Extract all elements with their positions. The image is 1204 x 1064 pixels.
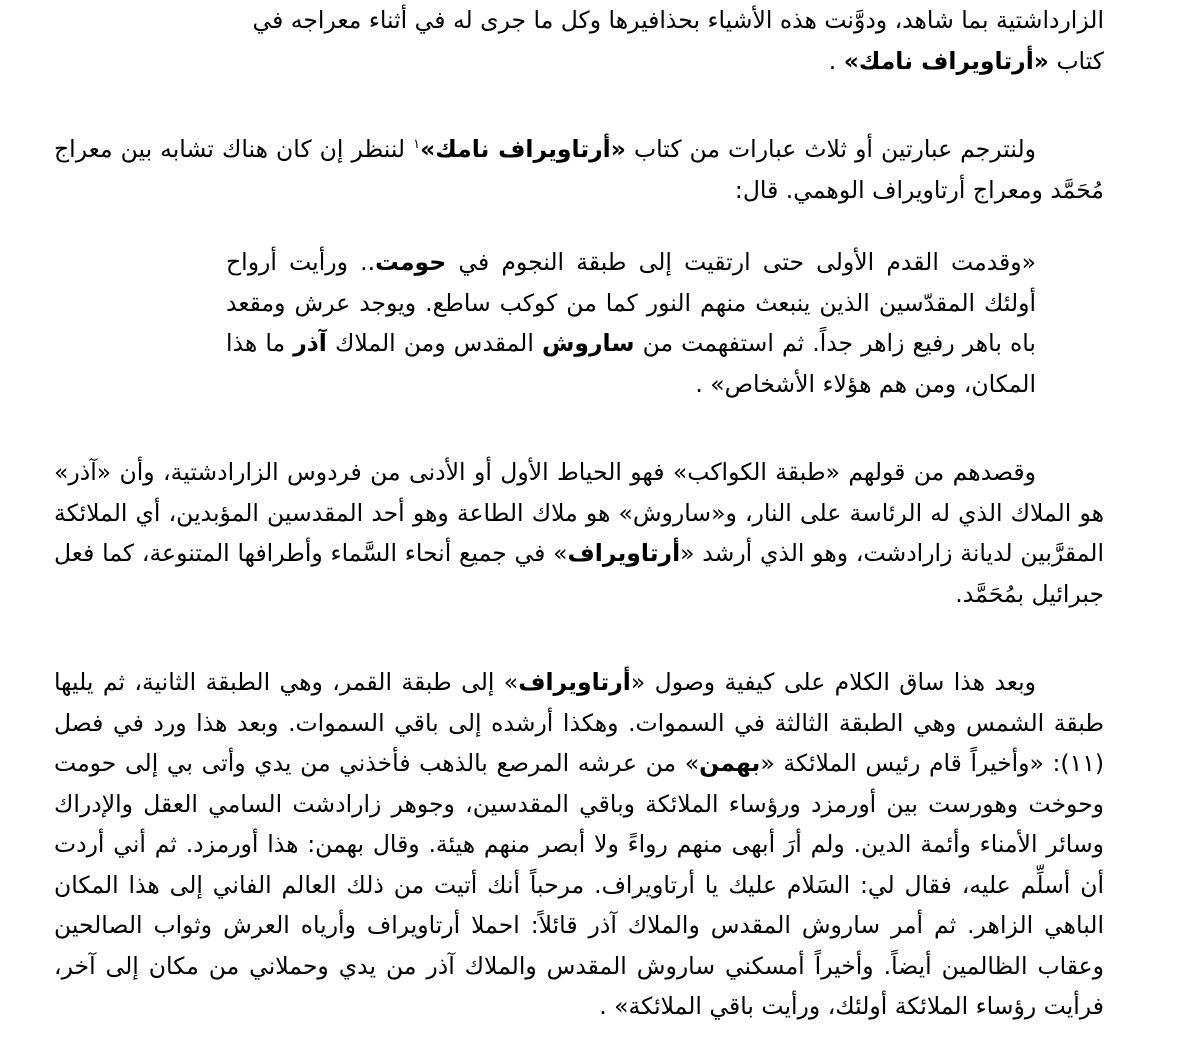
intro-line-2-end: . [828, 46, 837, 75]
explanation-text-1: وقصدهم من قولهم «طبقة الكواكب» فهو الحياط الأول أو الأدنى من فردوس الزارادشتية، وأن «آذر» هو الملاك الذي له الرئاسة على النار، و«ساروش» هو ملاك الطاعة وهو أحد المقدسين المؤبدين، أي الملائكة المقرَّبين لديانة زارادشت، وهو الذي أرشد « [54, 458, 1104, 567]
book-title-artaviraf-namak-2: «أرتاويراف نامك» [420, 135, 626, 163]
paragraph-intro-continuation [54, 0, 1104, 81]
block-quote [54, 242, 1104, 404]
quote-term-homat: حومت [375, 248, 447, 276]
book-title-artaviraf-namak: «أرتاويراف نامك» [843, 46, 1049, 75]
quote-term-azar: آذر [293, 329, 327, 357]
quote-term-sarosh: ساروش [541, 329, 635, 357]
narrative-text-3: » من عرشه المرصع بالذهب فأخذني من يدي وأتى بي إلى حومت وحوخت وهورست بين أورمزد ورؤساء الملائكة وباقي المقدسين، وجوهر زارادشت السامي العقل والإدراك وسائر الأمناء وأئمة الدين. ولم أرَ أبهى منهم رواءً ولا أبصر منهم هيئة. وقال بهمن: هذا أورمزد. ثم أني أردت أن أسلِّم عليه، فقال لي: السَلام عليك يا أرتاويراف. مرحباً أنك أتيت من ذلك العالم الفاني إلى هذا المكان الباهي الزاهر. ثم أمر ساروش المقدس والملاك آذر قائلاً: احملا أرتاويراف وأرياه العرش وثواب الصالحين وعقاب الظالمين أيضاً. وأخيراً أمسكني ساروش المقدس والملاك آذر من يدي وحملاني من مكان إلى آخر، فرأيت رؤساء الملائكة أولئك، ورأيت باقي الملائكة» . [54, 749, 1104, 1020]
document-page [54, 0, 1104, 1027]
quote-text-4: ما هذا المكان، ومن هم هؤلاء الأشخاص» . [226, 329, 1036, 398]
narrative-text-1: وبعد هذا ساق الكلام على كيفية وصول « [630, 668, 1037, 696]
paragraph-ascent-narrative [54, 662, 1104, 1027]
narrative-term-artaviraf: أرتاويراف [518, 668, 631, 696]
intro-line-2-start: كتاب [1056, 46, 1104, 75]
paragraph-explanation [54, 452, 1104, 614]
explanation-text-2: » في جميع أنحاء السَّماء وأطرافها المتنوعة، كما فعل جبرائيل بمُحَمَّد. [54, 539, 1104, 608]
narrative-text-2: » إلى طبقة القمر، وهي الطبقة الثانية، ثم يليها طبقة الشمس وهي الطبقة الثالثة في السموات. وهكذا أرشده إلى باقي السموات. وبعد هذا ورد في فصل (١١): «وأخيراً قام رئيس الملائكة « [54, 668, 1104, 777]
translation-intro-text-2: لننظر إن كان هناك تشابه بين معراج مُحَمَّد ومعراج أرتاويراف الوهمي. قال: [54, 135, 1104, 204]
narrative-term-bahman: بهمن [699, 749, 761, 777]
footnote-marker[interactable]: ١ [413, 137, 421, 153]
quote-text-2: .. ورأيت أرواح أولئك المقدّسين الذين ينبعث منهم النور كما من كوكب ساطع. ويوجد عرش ومقعد باه باهر رفيع زاهر جداً. ثم استفهمت من [226, 248, 1036, 357]
intro-line-1: الزارداشتية بما شاهد، ودوَّنت هذه الأشياء بحذافيرها وكل ما جرى له في أثناء معراجه في [252, 6, 1104, 34]
translation-intro-text-1: ولنترجم عبارتين أو ثلاث عبارات من كتاب [633, 135, 1036, 163]
explanation-term-artaviraf: أرتاويراف [567, 539, 681, 567]
quote-text-1: «وقدمت القدم الأولى حتى ارتقيت إلى طبقة النجوم في [458, 248, 1036, 276]
quote-text-3: المقدس ومن الملاك [334, 329, 534, 357]
paragraph-translation-intro [54, 129, 1104, 210]
quote-paragraph [226, 242, 1036, 404]
